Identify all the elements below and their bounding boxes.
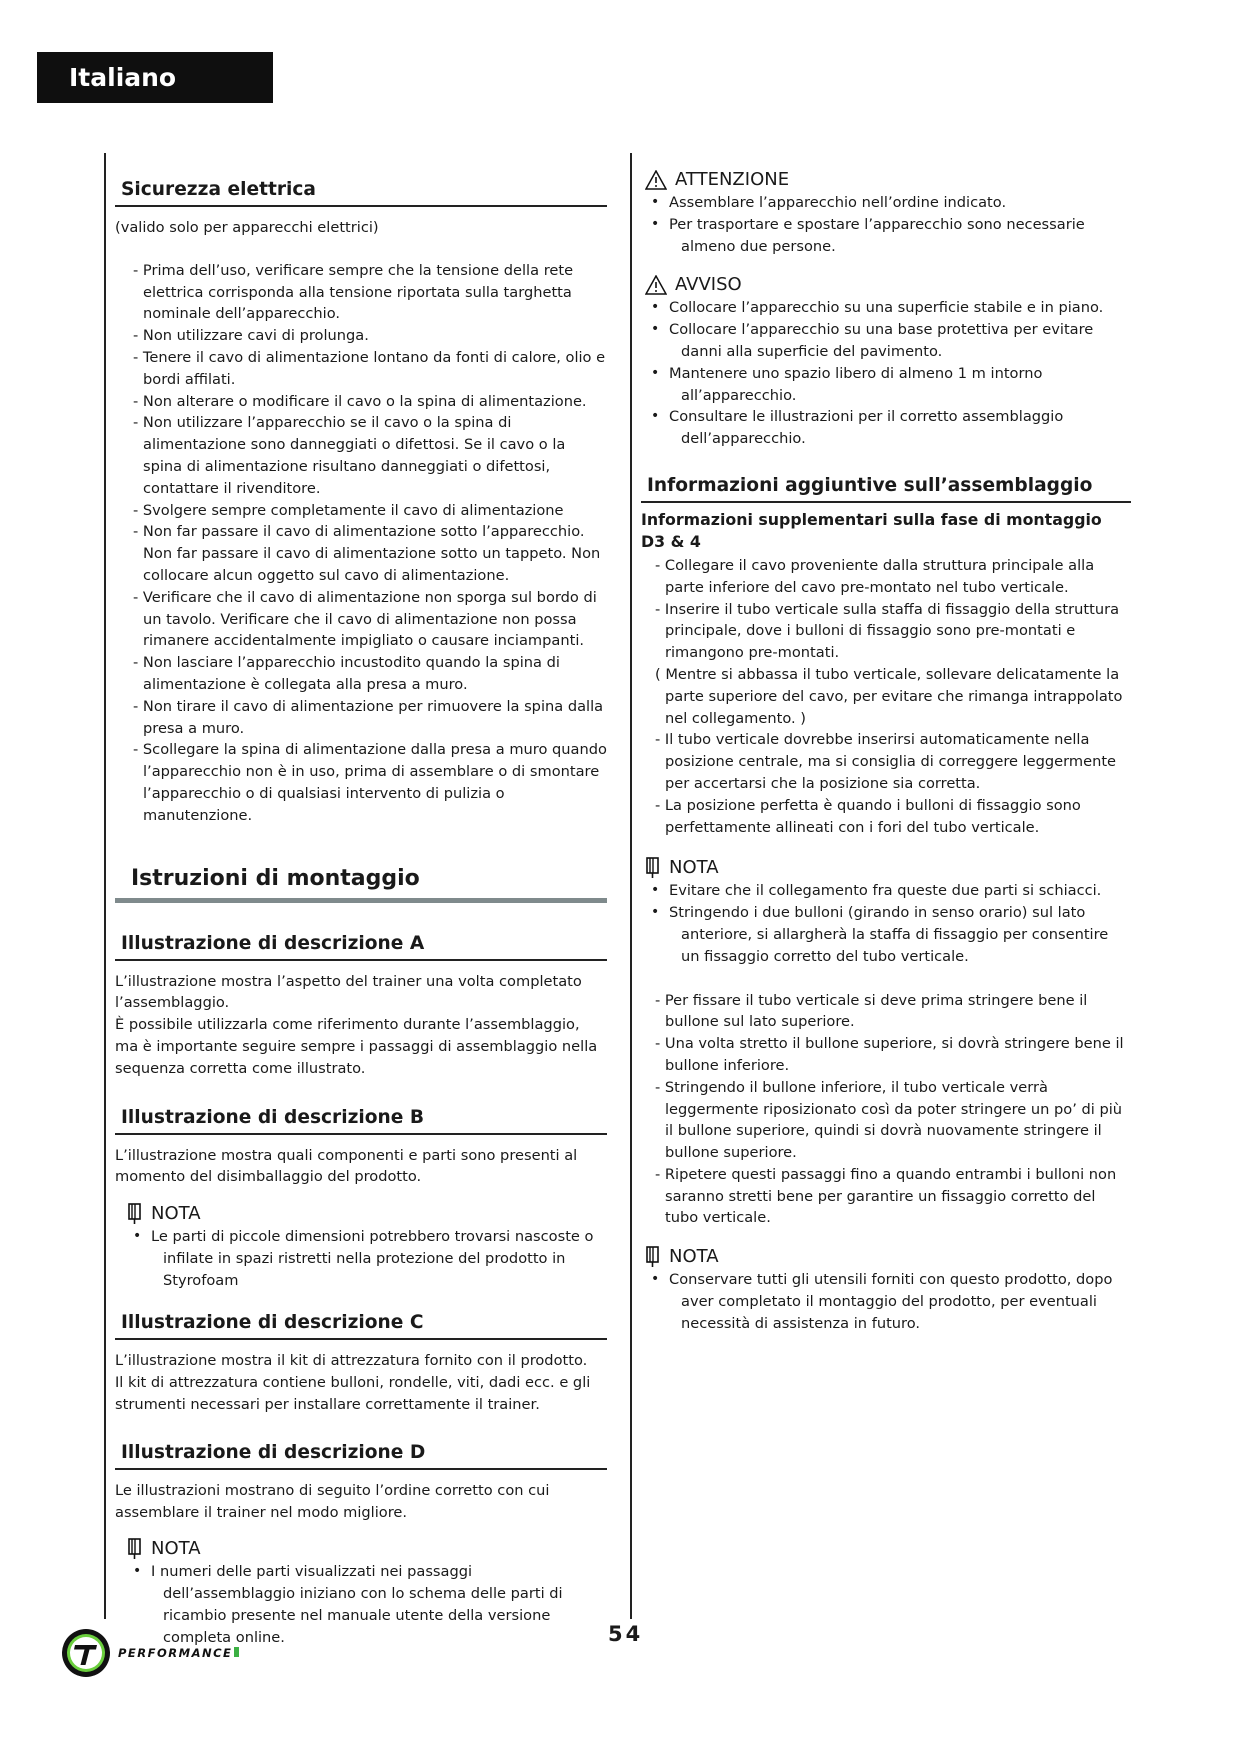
list-item: [651, 214, 1131, 258]
attenzione-list: [645, 192, 1131, 257]
list-item-text: Conservare tutti gli utensili forniti con questo prodotto, dopo aver completato il montaggio del prodotto, per eventuali necessità di assistenza in futuro.: [669, 1271, 1113, 1332]
nota-label: NOTA: [669, 857, 719, 879]
bullet-icon: •: [651, 408, 660, 425]
avviso-callout: [641, 273, 1131, 450]
list-item: - Svolgere sempre completamente il cavo di alimentazione: [133, 501, 564, 519]
logo-t-icon: [60, 1627, 112, 1679]
list-item: - Collegare il cavo proveniente dalla struttura principale alla parte inferiore del cavo pre-montato nel tubo verticale.: [655, 556, 1095, 596]
section-title-illustration-d: Illustrazione di descrizione D: [115, 1441, 607, 1470]
bullet-icon: •: [651, 215, 660, 232]
list-item: - Stringendo il bullone inferiore, il tubo verticale verrà leggermente riposizionato così da poter stringere un po’ di più il bullone superiore, quindi si dovrà nuovamente stringere il bullone superiore.: [655, 1078, 1123, 1162]
section-title-extra-info: Informazioni aggiuntive sull’assemblaggio: [641, 474, 1131, 503]
note-icon: [127, 1203, 143, 1225]
list-item: - Una volta stretto il bullone superiore, si dovrà stringere bene il bullone inferiore.: [655, 1035, 1124, 1074]
nota-callout-b: [115, 1202, 607, 1291]
bullet-icon: •: [651, 364, 660, 381]
avviso-label: AVVISO: [675, 274, 742, 296]
list-item: - Non tirare il cavo di alimentazione per rimuovere la spina dalla presa a muro.: [133, 697, 604, 737]
illustration-a-line: È possibile utilizzarla come riferimento durante l’assemblaggio, ma è importante seguire sempre i passaggi di assemblaggio nella sequenza corretta come illustrato.: [115, 1016, 598, 1077]
brand-name: PERFORMANCE: [118, 1646, 239, 1660]
nota-title: [645, 1245, 1131, 1269]
illustration-c-line: Il kit di attrezzatura contiene bulloni, rondelle, viti, dadi ecc. e gli strumenti necessari per installare correttamente il trainer.: [115, 1374, 591, 1414]
list-item-text: Mantenere uno spazio libero di almeno 1 m intorno all’apparecchio.: [669, 364, 1043, 404]
illustration-a-line: L’illustrazione mostra l’aspetto del trainer una volta completato l’assemblaggio.: [115, 972, 582, 1012]
nota-list: [127, 1226, 607, 1291]
list-item-text: Assemblare l’apparecchio nell’ordine indicato.: [669, 194, 1007, 211]
nota-label: NOTA: [151, 1538, 201, 1560]
list-item: - Il tubo verticale dovrebbe inserirsi automaticamente nella posizione centrale, ma si consiglia di correggere leggermente per accertarsi che la posizione sia corretta.: [655, 731, 1117, 792]
list-item: - Inserire il tubo verticale sulla staffa di fissaggio della struttura principale, dove i bulloni di fissaggio sono pre-montati e rimangono pre-montati.: [655, 600, 1120, 662]
list-item-text: Collocare l’apparecchio su una base protettiva per evitare danni alla superficie del pavimento.: [669, 321, 1094, 360]
illustration-d-text: Le illustrazioni mostrano di seguito l’ordine corretto con cui assemblare il trainer nel modo migliore.: [115, 1481, 550, 1521]
bullet-icon: •: [651, 882, 660, 899]
left-column: [115, 178, 607, 1649]
note-icon: [645, 1246, 661, 1268]
section-title-illustration-a: Illustrazione di descrizione A: [115, 932, 607, 961]
nota-list: [645, 1269, 1131, 1334]
electrical-list: [115, 260, 607, 827]
list-item: - La posizione perfetta è quando i bulloni di fissaggio sono perfettamente allineati con i fori del tubo verticale.: [655, 796, 1081, 836]
illustration-b-text: L’illustrazione mostra quali componenti e parti sono presenti al momento del disimballaggio del prodotto.: [115, 1146, 578, 1186]
list-item: [651, 880, 1131, 902]
attenzione-label: ATTENZIONE: [675, 169, 790, 190]
warning-triangle-icon: [645, 275, 667, 295]
nota-label: NOTA: [151, 1203, 201, 1225]
nota-callout-1: [641, 856, 1131, 967]
list-item: - Non utilizzare cavi di prolunga.: [133, 327, 369, 345]
note-icon: [645, 857, 661, 879]
note-icon: [127, 1538, 143, 1560]
list-item: - Non lasciare l’apparecchio incustodito quando la spina di alimentazione è collegata alla presa a muro.: [133, 654, 560, 693]
section-title-electrical: Sicurezza elettrica: [115, 178, 607, 207]
list-item: [651, 406, 1131, 450]
attenzione-title: [645, 168, 1131, 192]
list-item: [651, 363, 1131, 407]
list-item: - Non utilizzare l’apparecchio se il cavo o la spina di alimentazione sono danneggiati o difettosi. Se il cavo o la spina di alimentazione risultano danneggiati o difettosi, contattare il rivenditore.: [133, 414, 566, 497]
avviso-list: [645, 297, 1131, 450]
electrical-note: (valido solo per apparecchi elettrici): [115, 219, 379, 236]
list-item: - Verificare che il cavo di alimentazione non sporga sul bordo di un tavolo. Verificare che il cavo di alimentazione non possa rimanere accidentalmente impigliato o causare inciampanti.: [133, 588, 597, 650]
list-item: • Le parti di piccole dimensioni potrebbero trovarsi nascoste o infilate in spazi ristretti nella protezione del prodotto in Styrofoam: [133, 1228, 594, 1289]
bullet-icon: •: [651, 299, 660, 316]
nota-label: NOTA: [669, 1246, 719, 1268]
list-item-text: Evitare che il collegamento fra queste due parti si schiacci.: [669, 882, 1102, 900]
section-title-illustration-b: Illustrazione di descrizione B: [115, 1106, 607, 1135]
list-item: - Per fissare il tubo verticale si deve prima stringere bene il bullone sul lato superiore.: [655, 991, 1088, 1031]
brand-logo: [60, 1627, 239, 1679]
language-tab: Italiano: [37, 52, 273, 103]
bullet-icon: •: [651, 321, 660, 338]
list-item: • I numeri delle parti visualizzati nei passaggi dell’assemblaggio iniziano con lo schema delle parti di ricambio presente nel manuale utente della versione completa online.: [133, 1563, 563, 1646]
list-item: ( Mentre si abbassa il tubo verticale, sollevare delicatamente la parte superiore del cavo, per evitare che rimanga intrappolato nel collegamento. ): [655, 665, 1123, 727]
list-item: [651, 1269, 1131, 1334]
avviso-title: [645, 273, 1131, 297]
nota-title: [127, 1537, 607, 1561]
illustration-c-text: [115, 1350, 607, 1415]
left-divider: [104, 153, 106, 1619]
bullet-icon: •: [651, 194, 660, 210]
section-title-illustration-c: Illustrazione di descrizione C: [115, 1311, 607, 1340]
warning-triangle-icon: [645, 170, 667, 190]
list-item: - Ripetere questi passaggi fino a quando entrambi i bulloni non saranno stretti bene per garantire un fissaggio corretto del tubo verticale.: [655, 1165, 1117, 1227]
extra-info-subtitle: Informazioni supplementari sulla fase di montaggio D3 & 4: [641, 509, 1102, 551]
right-column: [641, 168, 1131, 1335]
illustration-a-text: [115, 971, 607, 1080]
list-item-text: Collocare l’apparecchio su una superficie stabile e in piano.: [669, 299, 1104, 317]
illustration-c-line: L’illustrazione mostra il kit di attrezzatura fornito con il prodotto.: [115, 1352, 588, 1370]
nota-callout-2: [641, 1245, 1131, 1334]
list-item: [651, 902, 1131, 967]
list-item: - Scollegare la spina di alimentazione dalla presa a muro quando l’apparecchio non è in uso, prima di assemblare o di smontare l’apparecchio o di qualsiasi intervento di pulizia o manutenzione.: [133, 741, 607, 824]
attenzione-callout: [641, 168, 1131, 257]
nota-title: [645, 856, 1131, 880]
page-number: 54: [608, 1622, 644, 1646]
list-item-text: Stringendo i due bulloni (girando in senso orario) sul lato anteriore, si allargherà la staffa di fissaggio per consentire un fissaggio corretto del tubo verticale.: [669, 904, 1109, 965]
list-item: - Tenere il cavo di alimentazione lontano da fonti di calore, olio e bordi affilati.: [133, 348, 606, 388]
nota-title: [127, 1202, 607, 1226]
bullet-icon: •: [651, 904, 660, 921]
nota-list: [645, 880, 1131, 967]
steps-list: [641, 990, 1131, 1230]
list-item-text: Per trasportare e spostare l’apparecchio sono necessarie almeno due persone.: [669, 215, 1085, 255]
extra-info-list: [641, 555, 1131, 838]
list-item: [651, 297, 1131, 319]
bullet-icon: •: [651, 1271, 660, 1288]
list-item: - Prima dell’uso, verificare sempre che la tensione della rete elettrica corrisponda alla tensione riportata sulla targhetta nominale dell’apparecchio.: [133, 261, 574, 323]
center-divider: [630, 153, 632, 1619]
list-item: - Non far passare il cavo di alimentazione sotto l’apparecchio. Non far passare il cavo di alimentazione sotto un tappeto. Non collocare alcun oggetto sul cavo di alimentazione.: [133, 523, 601, 584]
list-item: - Non alterare o modificare il cavo o la spina di alimentazione.: [133, 392, 587, 410]
list-item-text: Consultare le illustrazioni per il corretto assemblaggio dell’apparecchio.: [669, 408, 1064, 448]
list-item: [651, 192, 1131, 214]
section-title-assembly: Istruzioni di montaggio: [115, 864, 607, 903]
list-item: [651, 319, 1131, 363]
